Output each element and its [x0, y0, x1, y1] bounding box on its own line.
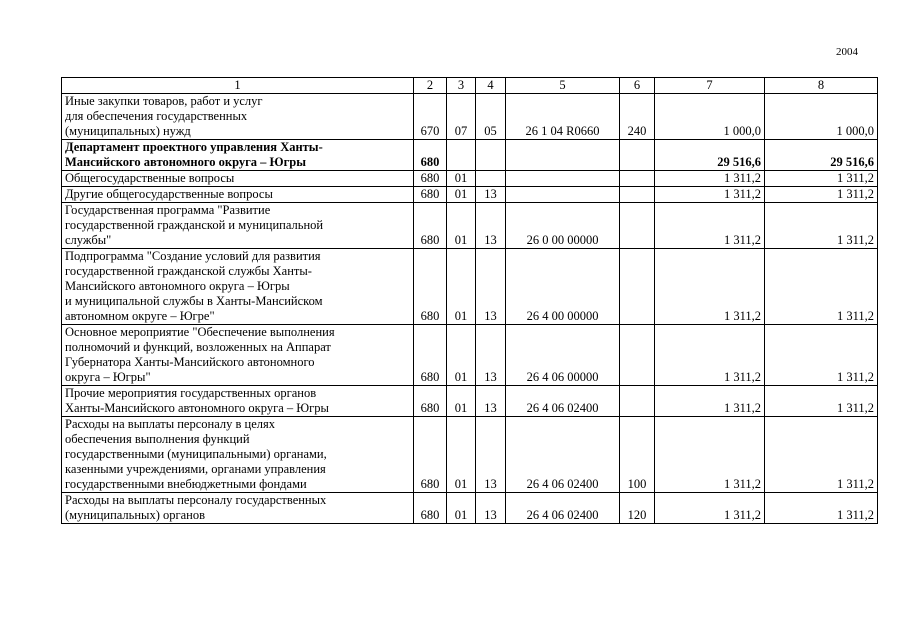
- header-cell: 4: [476, 78, 506, 94]
- cell-expense-type: 240: [620, 94, 655, 140]
- cell-subsection: 13: [476, 325, 506, 386]
- table-row: [62, 325, 878, 386]
- cell-target-code: 26 4 06 00000: [506, 325, 620, 386]
- cell-amount-2: 1 311,2: [765, 171, 878, 187]
- cell-target-code: 26 0 00 00000: [506, 203, 620, 249]
- cell-expense-type: [620, 249, 655, 325]
- cell-name: Иные закупки товаров, работ и услуг для обеспечения государственных (муниципальных) нужд: [62, 94, 414, 140]
- cell-section: 01: [447, 325, 476, 386]
- cell-amount-2: 1 311,2: [765, 203, 878, 249]
- cell-subsection: 13: [476, 417, 506, 493]
- cell-name: Подпрограмма "Создание условий для развития государственной гражданской службы Ханты- Мансийского автономного округа – Югры и муниципальной службы в Ханты-Мансийском автономном округе – Югре": [62, 249, 414, 325]
- cell-name: Прочие мероприятия государственных органов Ханты-Мансийского автономного округа – Югры: [62, 386, 414, 417]
- cell-subsection: 13: [476, 187, 506, 203]
- cell-target-code: 26 4 06 02400: [506, 386, 620, 417]
- cell-grbs: 680: [414, 386, 447, 417]
- cell-expense-type: [620, 325, 655, 386]
- cell-amount-1: 1 311,2: [655, 171, 765, 187]
- cell-amount-2: 1 311,2: [765, 493, 878, 524]
- cell-name: Другие общегосударственные вопросы: [62, 187, 414, 203]
- cell-section: [447, 140, 476, 171]
- header-row: [62, 78, 878, 94]
- cell-subsection: 13: [476, 386, 506, 417]
- cell-subsection: 13: [476, 249, 506, 325]
- cell-section: 01: [447, 187, 476, 203]
- table-row: [62, 171, 878, 187]
- cell-name: Расходы на выплаты персоналу в целях обеспечения выполнения функций государственными (муниципальными) органами, казенными учреждениями, органами управления государственными внебюджетными фондами: [62, 417, 414, 493]
- cell-target-code: 26 4 00 00000: [506, 249, 620, 325]
- cell-amount-1: 29 516,6: [655, 140, 765, 171]
- cell-expense-type: [620, 171, 655, 187]
- cell-target-code: [506, 140, 620, 171]
- cell-subsection: [476, 171, 506, 187]
- table-row: [62, 203, 878, 249]
- cell-grbs: 680: [414, 249, 447, 325]
- cell-grbs: 680: [414, 325, 447, 386]
- cell-grbs: 670: [414, 94, 447, 140]
- cell-section: 01: [447, 386, 476, 417]
- cell-amount-2: 1 311,2: [765, 249, 878, 325]
- header-cell: 1: [62, 78, 414, 94]
- header-cell: 8: [765, 78, 878, 94]
- cell-expense-type: [620, 140, 655, 171]
- cell-expense-type: 100: [620, 417, 655, 493]
- cell-amount-2: 1 000,0: [765, 94, 878, 140]
- cell-grbs: 680: [414, 203, 447, 249]
- cell-target-code: [506, 187, 620, 203]
- table-row: [62, 249, 878, 325]
- header-cell: 3: [447, 78, 476, 94]
- header-cell: 5: [506, 78, 620, 94]
- cell-amount-1: 1 311,2: [655, 386, 765, 417]
- cell-subsection: 05: [476, 94, 506, 140]
- cell-amount-2: 1 311,2: [765, 417, 878, 493]
- cell-expense-type: [620, 386, 655, 417]
- cell-target-code: 26 1 04 R0660: [506, 94, 620, 140]
- cell-section: 01: [447, 249, 476, 325]
- cell-amount-1: 1 311,2: [655, 417, 765, 493]
- cell-amount-2: 1 311,2: [765, 386, 878, 417]
- cell-amount-1: 1 311,2: [655, 493, 765, 524]
- page-number: 2004: [836, 46, 858, 58]
- cell-grbs: 680: [414, 493, 447, 524]
- cell-section: 01: [447, 493, 476, 524]
- cell-target-code: 26 4 06 02400: [506, 493, 620, 524]
- cell-grbs: 680: [414, 187, 447, 203]
- table-row: [62, 417, 878, 493]
- cell-name: Основное мероприятие "Обеспечение выполнения полномочий и функций, возложенных на Аппарат Губернатора Ханты-Мансийского автономного округа – Югры": [62, 325, 414, 386]
- cell-section: 01: [447, 417, 476, 493]
- table-row: [62, 386, 878, 417]
- cell-amount-1: 1 311,2: [655, 325, 765, 386]
- cell-amount-1: 1 311,2: [655, 203, 765, 249]
- cell-expense-type: 120: [620, 493, 655, 524]
- cell-name: Расходы на выплаты персоналу государственных (муниципальных) органов: [62, 493, 414, 524]
- cell-target-code: 26 4 06 02400: [506, 417, 620, 493]
- cell-amount-1: 1 311,2: [655, 249, 765, 325]
- cell-section: 01: [447, 171, 476, 187]
- cell-section: 07: [447, 94, 476, 140]
- cell-expense-type: [620, 187, 655, 203]
- cell-subsection: [476, 140, 506, 171]
- cell-subsection: 13: [476, 493, 506, 524]
- table-row: [62, 187, 878, 203]
- budget-table: [61, 77, 878, 524]
- cell-grbs: 680: [414, 171, 447, 187]
- cell-name: Общегосударственные вопросы: [62, 171, 414, 187]
- header-cell: 7: [655, 78, 765, 94]
- cell-amount-2: 29 516,6: [765, 140, 878, 171]
- cell-name: Государственная программа "Развитие государственной гражданской и муниципальной службы": [62, 203, 414, 249]
- cell-amount-1: 1 311,2: [655, 187, 765, 203]
- table-row: [62, 493, 878, 524]
- cell-expense-type: [620, 203, 655, 249]
- cell-target-code: [506, 171, 620, 187]
- cell-amount-1: 1 000,0: [655, 94, 765, 140]
- cell-amount-2: 1 311,2: [765, 325, 878, 386]
- header-cell: 2: [414, 78, 447, 94]
- cell-grbs: 680: [414, 140, 447, 171]
- cell-name: Департамент проектного управления Ханты- Мансийского автономного округа – Югры: [62, 140, 414, 171]
- cell-section: 01: [447, 203, 476, 249]
- table-row: [62, 140, 878, 171]
- cell-amount-2: 1 311,2: [765, 187, 878, 203]
- cell-subsection: 13: [476, 203, 506, 249]
- table-row: [62, 94, 878, 140]
- header-cell: 6: [620, 78, 655, 94]
- cell-grbs: 680: [414, 417, 447, 493]
